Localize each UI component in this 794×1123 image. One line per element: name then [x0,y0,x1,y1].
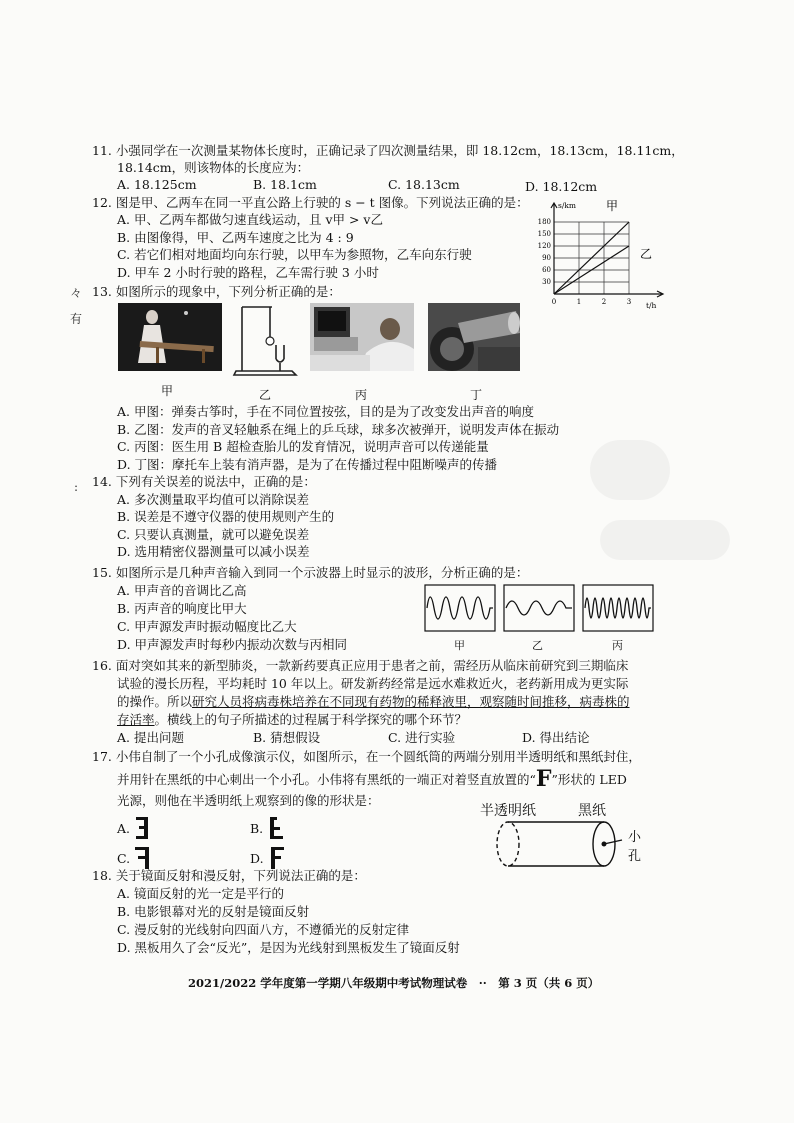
q17-line2-end: ”形状的 LED [551,772,627,787]
q15-waveforms [424,584,656,634]
q11-stem-line1: 11. 小强同学在一次测量某物体长度时，正确记录了四次测量结果，即 18.12cm，18.13cm，18.11cm， [92,143,684,158]
q16-line3-plain: 的操作。所以 [117,694,193,709]
q15-stem: 15. 如图所示是几种声音输入到同一个示波器上时显示的波形，分析正确的是： [92,565,529,580]
margin-mark: : [74,480,79,494]
f-shape-rotated-mirror [134,817,152,839]
q17-option-b [250,817,285,839]
q17-option-a-label: A. [117,821,131,836]
q16-line1: 16. 面对突如其来的新型肺炎，一款新药要真正应用于患者之前，需经历从临床前研究到三期临床 [92,658,629,673]
q11-stem-line2: 18.14cm，则该物体的长度应为： [117,160,310,175]
q17-option-d-label: D. [250,851,264,866]
pinhole-camera-figure [494,818,624,870]
guzheng-photo [118,303,222,371]
f-shape-mirrored [134,847,152,869]
q13-stem: 13. 如图所示的现象中，下列分析正确的是： [92,284,341,299]
pinhole-dot [602,842,607,847]
graph-xtick: 1 [576,298,582,306]
q16-line4 [117,711,467,728]
q16-option-c: C. 进行实验 [388,730,456,745]
label-hole-2: 孔 [628,849,642,864]
q13-option-b: B. 乙图：发声的音叉轻触系在绳上的乒乓球，球多次被弹开，说明发声体在振动 [117,422,560,437]
q16-option-b: B. 猜想假设 [253,730,321,745]
q17-line1: 17. 小伟自制了一个小孔成像演示仪，如图所示，在一个圆纸筒的两端分别用半透明纸和黑纸封住， [92,749,641,764]
tuning-fork-figure [232,303,300,377]
q17-f-symbol: F [535,766,552,792]
q16-option-a: A. 提出问题 [117,730,184,745]
q16-option-d: D. 得出结论 [522,730,590,745]
b-ultrasound-photo [310,303,414,371]
q14-option-c: C. 只要认真测量，就可以避免误差 [117,527,310,542]
paper-smudge [600,520,730,560]
waveform-yi [506,601,572,615]
graph-ytick: 30 [542,278,551,286]
graph-xtick: 2 [601,298,607,306]
q18-stem: 18. 关于镜面反射和漫反射，下列说法正确的是： [92,868,366,883]
q18-option-d: D. 黑板用久了会“反光”，是因为光线射到黑板发生了镜面反射 [117,940,460,955]
q17-option-d [250,847,286,869]
q11-option-d: D. 18.12cm [525,179,598,194]
q17-option-c-label: C. [117,851,131,866]
graph-ytick: 60 [542,266,551,274]
label-hole-1: 小 [628,830,642,845]
q18-option-a: A. 镜面反射的光一定是平行的 [117,886,284,901]
q17-option-a [117,817,152,839]
label-black-paper: 黑纸 [578,803,606,819]
q17-option-b-label: B. [250,821,264,836]
graph-series-yi: 乙 [640,247,653,261]
q13-caption-ding: 丁 [470,388,483,402]
margin-mark: 々 [70,286,83,300]
q15-option-d: D. 甲声源发声时每秒内振动次数与丙相同 [117,637,348,652]
q12-option-b: B. 由图像得，甲、乙两车速度之比为 4 : 9 [117,230,354,245]
q13-caption-jia: 甲 [161,384,174,398]
graph-ylabel: s/km [558,201,577,210]
graph-ytick: 180 [537,218,551,226]
q15-caption-yi: 乙 [532,639,543,652]
q16-underlined-sentence: 研究人员将病毒株培养在不同现有药物的稀释液里，观察随时间推移，病毒株的 [192,694,630,709]
motorcycle-muffler-photo [428,303,520,371]
f-shape-upside-down [267,817,285,839]
q14-option-a: A. 多次测量取平均值可以消除误差 [117,492,309,507]
waveform-jia [427,597,493,619]
label-translucent-paper: 半透明纸 [480,803,536,819]
q12-option-d: D. 甲车 2 小时行驶的路程，乙车需行驶 3 小时 [117,265,379,280]
waveform-bing [585,598,651,618]
q16-line2: 试验的漫长历程，平均耗时 10 年以上。研发新药经常是远水难救近火，老药新用成为更实际 [117,676,629,691]
q11-option-a: A. 18.125cm [117,177,197,192]
q15-option-b: B. 丙声音的响度比甲大 [117,601,247,616]
q17-option-c [117,847,152,869]
q12-st-graph [532,196,672,314]
q14-option-b: B. 误差是不遵守仪器的使用规则产生的 [117,509,335,524]
q11-option-b: B. 18.1cm [253,177,317,192]
q13-caption-yi: 乙 [259,388,272,402]
page-footer: 2021/2022 学年度第一学期八年级期中考试物理试卷 ·· 第 3 页（共 6 页） [188,976,600,990]
q14-option-d: D. 选用精密仪器测量可以减小误差 [117,544,310,559]
q18-option-c: C. 漫反射的光线射向四面八方，不遵循光的反射定律 [117,922,410,937]
q18-option-b: B. 电影银幕对光的反射是镜面反射 [117,904,310,919]
graph-xlabel: t/h [646,301,657,310]
q17-line2-text: 并用针在黑纸的中心刺出一个小孔。小伟将有黑纸的一端正对着竖直放置的“ [117,772,536,787]
q11-option-c: C. 18.13cm [388,177,460,192]
graph-xtick: 0 [551,298,557,306]
q12-option-c: C. 若它们相对地面均向东行驶，以甲车为参照物，乙车向东行驶 [117,247,472,262]
q17-line2 [117,766,627,792]
q15-option-c: C. 甲声源发声时振动幅度比乙大 [117,619,297,634]
graph-series-jia: 甲 [606,199,619,213]
q14-stem: 14. 下列有关误差的说法中，正确的是： [92,474,316,489]
q13-option-a: A. 甲图：弹奏古筝时，手在不同位置按弦，目的是为了改变发出声音的响度 [117,404,534,419]
q12-stem: 12. 图是甲、乙两车在同一平直公路上行驶的 s − t 图像。下列说法正确的是： [92,195,529,210]
graph-ytick: 120 [537,242,551,250]
f-shape-upright [268,847,286,869]
q13-caption-bing: 丙 [355,388,368,402]
q17-line3: 光源，则他在半透明纸上观察到的像的形状是： [117,793,380,808]
paper-smudge [590,440,670,500]
graph-ytick: 90 [542,254,551,262]
q16-line4-question: 。横线上的句子所描述的过程属于科学探究的哪个环节？ [154,712,468,727]
q15-caption-jia: 甲 [454,639,465,652]
graph-ytick: 150 [537,230,551,238]
q15-caption-bing: 丙 [612,639,623,652]
margin-mark: 有 [70,312,83,326]
q12-option-a: A. 甲、乙两车都做匀速直线运动，且 v甲 > v乙 [117,212,383,227]
q13-option-d: D. 丁图：摩托车上装有消声器，是为了在传播过程中阻断噪声的传播 [117,457,498,472]
q15-option-a: A. 甲声音的音调比乙高 [117,583,247,598]
q13-option-c: C. 丙图：医生用 B 超检查胎儿的发育情况，说明声音可以传递能量 [117,439,489,454]
q16-line3 [117,693,630,710]
graph-xtick: 3 [626,298,632,306]
q16-underlined-end: 存活率 [117,712,155,727]
